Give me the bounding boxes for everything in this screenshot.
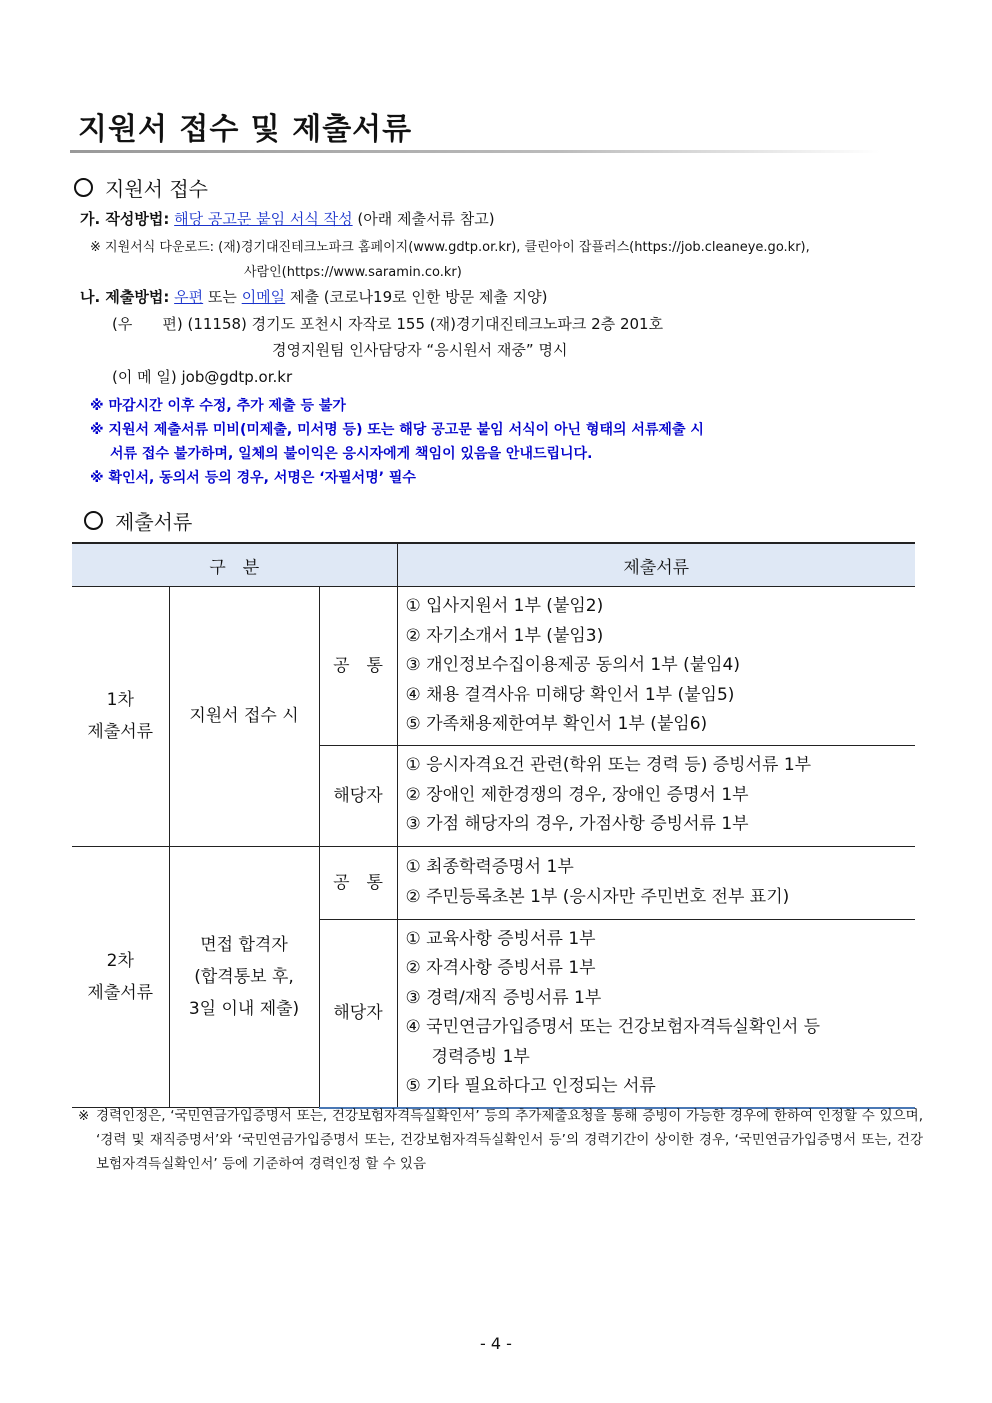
submit-line: [80, 286, 547, 307]
warning-missing: ※ 지원서 제출서류 미비(미제출, 미서명 등) 또는 해당 공고문 붙임 서식이 아닌 형태의 서류제출 시: [90, 422, 704, 438]
email-line: (이 메 일) job@gdtp.or.kr: [112, 368, 293, 386]
doc-list: [397, 587, 915, 746]
method-label: 가. 작성방법:: [80, 210, 170, 228]
post-link[interactable]: 우편: [174, 288, 204, 306]
table-row: [72, 846, 915, 919]
list-item: 경력증빙 1부: [431, 1046, 530, 1067]
doc-list: [397, 846, 915, 919]
header-division: 구 분: [72, 543, 397, 587]
list-item: ① 교육사항 증빙서류 1부: [405, 928, 596, 949]
email-link[interactable]: 이메일: [241, 288, 286, 306]
page-number: - 4 -: [480, 1334, 512, 1353]
stage-timing: [169, 846, 319, 1108]
list-item: ⑤ 가족채용제한여부 확인서 1부 (붙임6): [405, 714, 708, 734]
stage-label-line: 제출서류: [87, 982, 154, 1003]
list-item: ② 자기소개서 1부 (붙임3): [405, 625, 604, 646]
title-divider: [70, 150, 880, 153]
doc-list: [397, 745, 915, 846]
footnote: [78, 1104, 923, 1176]
header-documents: 제출서류: [397, 543, 915, 587]
footnote-mark: ※: [78, 1108, 90, 1124]
list-item: ⑤ 기타 필요하다고 인정되는 서류: [405, 1076, 656, 1096]
stage-timing-line: 면접 합격자: [200, 934, 288, 955]
list-item: ② 자격사항 증빙서류 1부: [405, 958, 596, 978]
documents-table: [72, 542, 915, 1109]
list-item: ③ 경력/재직 증빙서류 1부: [405, 987, 602, 1008]
method-link[interactable]: 해당 공고문 붙임 서식 작성: [174, 210, 353, 228]
method-note: (아래 제출서류 참고): [357, 210, 495, 228]
submit-rest: 제출 (코로나19로 인한 방문 제출 지양): [289, 288, 548, 306]
list-item: ④ 채용 결격사유 미해당 확인서 1부 (붙임5): [405, 684, 735, 705]
list-item: ② 장애인 제한경쟁의 경우, 장애인 증명서 1부: [405, 784, 749, 805]
download-line: ※ 지원서식 다운로드: (재)경기대진테크노파크 홈페이지(www.gdtp.or.kr), 클린아이 잡플러스(https://job.cleaneye.go.kr),: [90, 240, 810, 255]
warning-missing-cont: 서류 접수 불가하며, 일체의 불이익은 응시자에게 책임이 있음을 안내드립니다.: [110, 446, 593, 462]
stage-label: [72, 846, 169, 1108]
category-label: 해당자: [319, 745, 397, 846]
stage-timing-line: (합격통보 후,: [194, 966, 294, 987]
download-line-cont: 사람인(https://www.saramin.co.kr): [244, 265, 462, 280]
warning-signature: ※ 확인서, 동의서 등의 경우, 서명은 ‘자필서명’ 필수: [90, 470, 416, 486]
post-address-cont: 경영지원팀 인사담당자 “응시원서 재중” 명시: [272, 341, 568, 359]
method-line: [80, 208, 495, 229]
stage-label-line: 제출서류: [87, 722, 154, 743]
doc-list: [397, 919, 915, 1108]
list-item: ① 입사지원서 1부 (붙임2): [405, 596, 604, 616]
post-address: (11158) 경기도 포천시 자작로 155 (재)경기대진테크노파크 2층 201호: [187, 315, 664, 333]
list-item: ③ 개인정보수집이용제공 동의서 1부 (붙임4): [405, 655, 741, 675]
table-header-row: [72, 543, 915, 587]
list-item: ④ 국민연금가입증명서 또는 건강보험자격득실확인서 등: [405, 1017, 821, 1037]
post-label: (우 편): [112, 315, 183, 333]
warning-deadline: ※ 마감시간 이후 수정, 추가 제출 등 불가: [90, 398, 346, 414]
category-label: 공 통: [319, 846, 397, 919]
circle-bullet-icon: [84, 511, 103, 530]
footnote-text: 경력인정은, ‘국민연금가입증명서 또는, 건강보험자격득실확인서’ 등의 추가제출요청을 통해 증빙이 가능한 경우에 한하여 인정할 수 있으며, ‘경력 및 재직증명서’와 ‘국민연금가입증명서 또는, 건강보험자격득실확인서 등’의 경력기간이 상이한 경우, ‘국민연금가입증명서 또는, 건강보험자격득실확인서’ 등에 기준하여 경력인정 할 수 있음: [96, 1108, 924, 1172]
stage-label: [72, 587, 169, 847]
submit-label: 나. 제출방법:: [80, 288, 170, 306]
list-item: ① 최종학력증명서 1부: [405, 857, 574, 877]
post-line: [112, 313, 663, 334]
stage-timing: 지원서 접수 시: [169, 587, 319, 847]
list-item: ① 응시자격요건 관련(학위 또는 경력 등) 증빙서류 1부: [405, 755, 812, 776]
section-heading-text: 제출서류: [115, 510, 193, 534]
list-item: ③ 가점 해당자의 경우, 가점사항 증빙서류 1부: [405, 814, 749, 835]
stage-timing-line: 3일 이내 제출): [188, 998, 300, 1019]
category-label: 공 통: [319, 587, 397, 746]
stage-label-line: 2차: [106, 950, 134, 971]
section-heading-text: 지원서 접수: [105, 177, 208, 201]
stage-label-line: 1차: [106, 690, 134, 711]
category-label: 해당자: [319, 919, 397, 1108]
section-heading-documents: [84, 506, 192, 535]
circle-bullet-icon: [74, 178, 93, 197]
submit-or: 또는: [207, 288, 237, 306]
table-row: [72, 587, 915, 746]
page-title: 지원서 접수 및 제출서류: [78, 112, 413, 147]
section-heading-application: [74, 173, 208, 202]
list-item: ② 주민등록초본 1부 (응시자만 주민번호 전부 표기): [405, 886, 790, 907]
